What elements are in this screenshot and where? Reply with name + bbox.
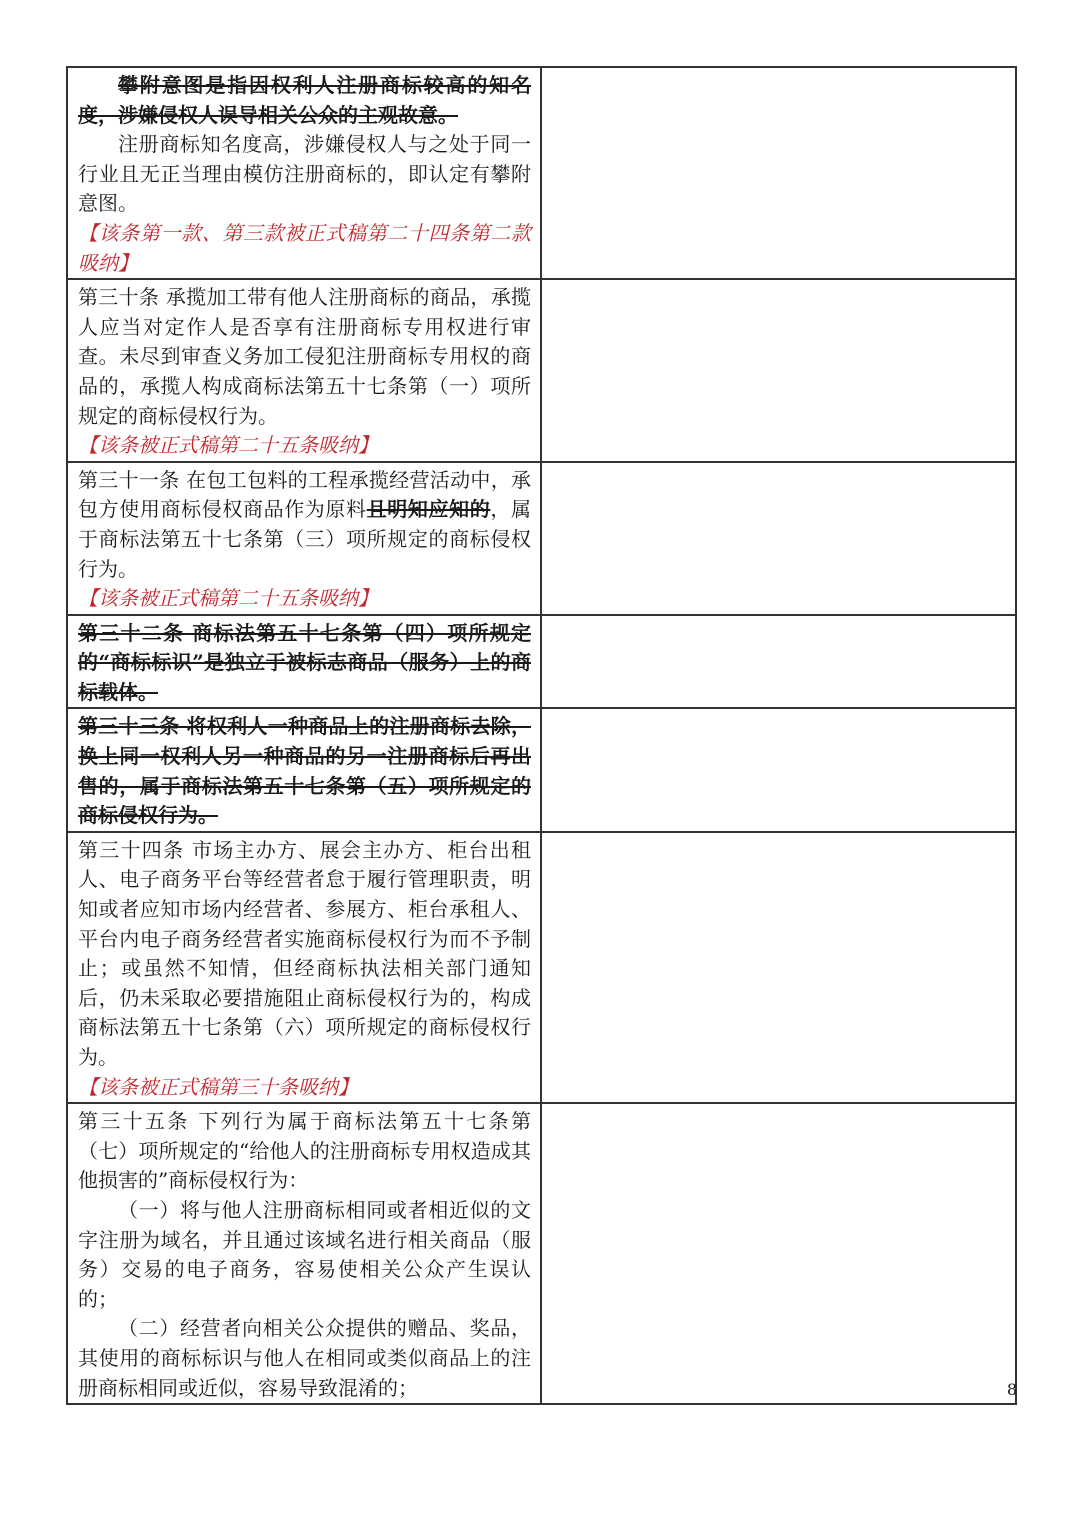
page-number: 8 (1006, 1380, 1018, 1399)
right-cell (541, 708, 1016, 831)
paragraph: （一）将与他人注册商标相同或者相近似的文字注册为域名，并且通过该域名进行相关商品（服务）交易的电子商务，容易使相关公众产生误认的； (78, 1197, 531, 1311)
left-cell (67, 1103, 541, 1404)
comparison-table (66, 66, 1017, 1405)
revision-note: 【该条被正式稿第三十条吸纳】 (78, 1074, 358, 1099)
left-cell (67, 708, 541, 831)
left-cell (67, 462, 541, 615)
paragraph: 注册商标知名度高，涉嫌侵权人与之处于同一行业且无正当理由模仿注册商标的，即认定有攀附意图。 (78, 132, 531, 216)
paragraph: 第三十三条 将权利人一种商品上的注册商标去除，换上同一权利人另一种商品的另一注册商标后再出售的，属于商标法第五十七条第（五）项所规定的商标侵权行为。 (78, 714, 531, 828)
paragraph: 第三十条 承揽加工带有他人注册商标的商品，承揽人应当对定作人是否享有注册商标专用权进行审查。未尽到审查义务加工侵犯注册商标专用权的商品的，承揽人构成商标法第五十七条第（一）项所规定的商标侵权行为。 (78, 285, 531, 428)
right-cell (541, 615, 1016, 709)
paragraph: 第三十四条 市场主办方、展会主办方、柜台出租人、电子商务平台等经营者怠于履行管理职责，明知或者应知市场内经营者、参展方、柜台承租人、平台内电子商务经营者实施商标侵权行为而不予制止；或虽然不知情，但经商标执法相关部门通知后，仍未采取必要措施阻止商标侵权行为的，构成商标法第五十七条第（六）项所规定的商标侵权行为。 (78, 837, 531, 1069)
paragraph (78, 466, 531, 584)
table-row (67, 279, 1016, 462)
left-cell (67, 279, 541, 462)
paragraph: 第三十二条 商标法第五十七条第（四）项所规定的“商标标识”是独立于被标志商品（服务）上的商标载体。 (78, 620, 531, 704)
right-cell (541, 832, 1016, 1103)
article-text: ，属于商标法第五十七条第（三）项所规定的商标侵权行为。 (78, 497, 532, 581)
right-cell (541, 462, 1016, 615)
table-row (67, 832, 1016, 1103)
left-cell (67, 832, 541, 1103)
right-cell (541, 1103, 1016, 1404)
table-row (67, 1103, 1016, 1404)
article-text: 第三十一条 在包工包料的工程承揽经营活动中，承包方使用商标侵权商品作为原料 (78, 467, 531, 522)
right-cell (541, 279, 1016, 462)
struck-text: 且明知应知的 (366, 497, 491, 522)
revision-note: 【该条第一款、第三款被正式稿第二十四条第二款吸纳】 (78, 220, 531, 275)
paragraph: （二）经营者向相关公众提供的赠品、奖品，其使用的商标标识与他人在相同或类似商品上的注册商标相同或近似，容易导致混淆的； (78, 1316, 531, 1400)
revision-note: 【该条被正式稿第二十五条吸纳】 (78, 433, 378, 458)
paragraph: 第三十五条 下列行为属于商标法第五十七条第（七）项所规定的“给他人的注册商标专用权造成其他损害的”商标侵权行为： (78, 1109, 531, 1193)
table-row (67, 708, 1016, 831)
table-row (67, 462, 1016, 615)
left-cell (67, 615, 541, 709)
left-cell (67, 67, 541, 279)
revision-note: 【该条被正式稿第二十五条吸纳】 (78, 586, 378, 611)
table-row (67, 67, 1016, 279)
paragraph: 攀附意图是指因权利人注册商标较高的知名度，涉嫌侵权人误导相关公众的主观故意。 (78, 73, 531, 127)
table-row (67, 615, 1016, 709)
right-cell (541, 67, 1016, 279)
